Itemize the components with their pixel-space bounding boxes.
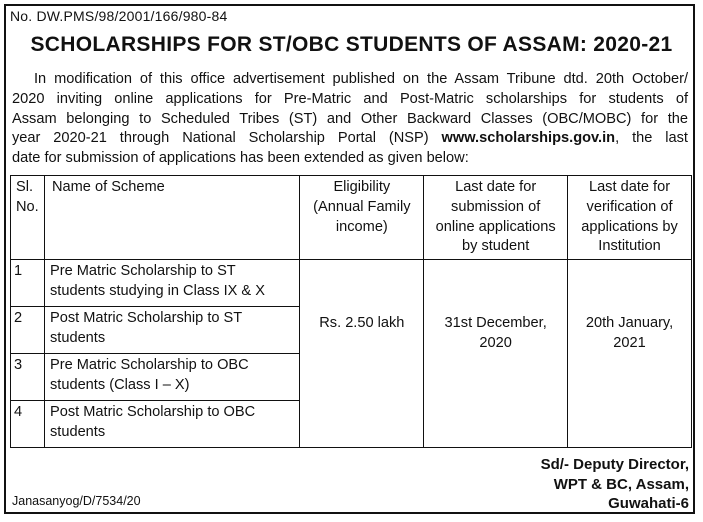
notice-paragraph (12, 70, 688, 169)
portal-url-link[interactable]: www.scholarships.gov.in (441, 130, 616, 147)
row-sl-no: 2 (11, 307, 45, 354)
student-last-date: 31st December, 2020 (424, 260, 568, 448)
row-scheme-name: Pre Matric Scholarship to OBC students (Class I – X) (44, 354, 299, 401)
institution-last-date: 20th January, 2021 (568, 260, 692, 448)
signature-block: Sd/- Deputy Director, WPT & BC, Assam, Guwahati-6 (540, 456, 689, 512)
paragraph-line: Assam belonging to Scheduled Tribes (ST) and Other Backward Classes (OBC/MOBC) for the (12, 110, 688, 127)
header-last-date-student: Last date for submission of online applications by student (424, 176, 568, 260)
reference-number: No. DW.PMS/98/2001/166/980-84 (10, 8, 228, 24)
row-sl-no: 1 (11, 260, 45, 307)
header-scheme-name: Name of Scheme (44, 176, 299, 260)
paragraph-text: year 2020-21 through National Scholarship Portal (NSP) (12, 130, 429, 147)
table-row (11, 260, 692, 307)
table-header-row (11, 176, 692, 260)
paragraph-line: date for submission of applications has been extended as given below: (12, 150, 469, 167)
row-scheme-name: Post Matric Scholarship to ST students (44, 307, 299, 354)
notice-title: SCHOLARSHIPS FOR ST/OBC STUDENTS OF ASSAM: 2020-21 (30, 33, 673, 56)
eligibility-value: Rs. 2.50 lakh (300, 260, 424, 448)
paragraph-line (12, 129, 688, 149)
paragraph-line: In modification of this office advertisement published on the Assam Tribune dtd. 20th October/ (34, 71, 688, 87)
row-scheme-name: Pre Matric Scholarship to ST students studying in Class IX & X (44, 260, 299, 307)
header-last-date-institution: Last date for verification of applications by Institution (568, 176, 692, 260)
row-sl-no: 3 (11, 354, 45, 401)
paragraph-text: , the last (615, 130, 688, 147)
scholarship-table (10, 175, 692, 448)
row-sl-no: 4 (11, 401, 45, 448)
header-eligibility: Eligibility (Annual Family income) (300, 176, 424, 260)
janasanyog-code: Janasanyog/D/7534/20 (12, 494, 141, 508)
header-sl-no: Sl. No. (11, 176, 45, 260)
paragraph-line: 2020 inviting online applications for Pre-Matric and Post-Matric scholarships for students of (12, 90, 688, 107)
row-scheme-name: Post Matric Scholarship to OBC students (44, 401, 299, 448)
